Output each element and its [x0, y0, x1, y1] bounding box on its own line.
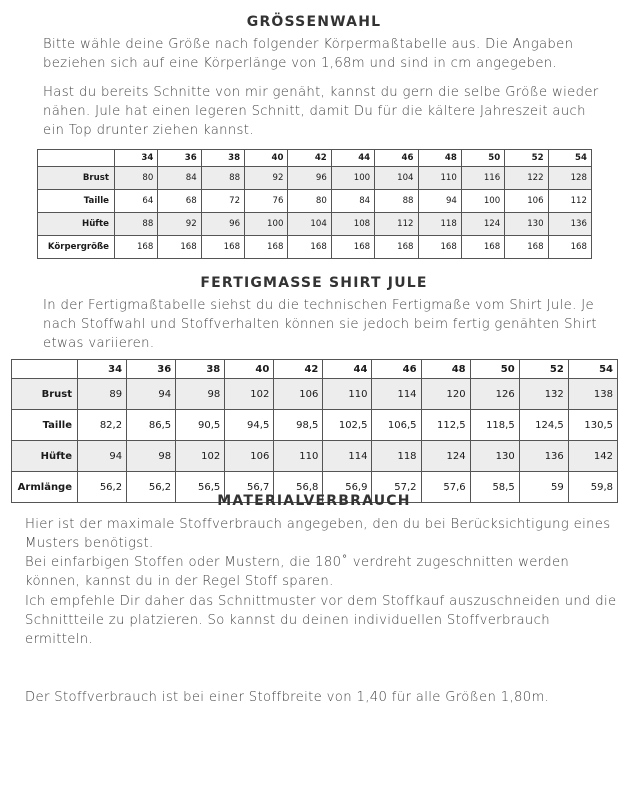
- value-cell: 57,6: [421, 472, 470, 503]
- header-corner-cell: [12, 360, 78, 379]
- value-cell: 104: [288, 213, 331, 236]
- value-cell: 98: [127, 441, 176, 472]
- finished-measurements-body: [12, 360, 618, 503]
- value-cell: 110: [323, 379, 372, 410]
- value-cell: 72: [201, 190, 244, 213]
- value-cell: 112,5: [421, 410, 470, 441]
- value-cell: 130: [470, 441, 519, 472]
- value-cell: 124: [461, 213, 504, 236]
- value-cell: 88: [115, 213, 158, 236]
- value-cell: 59,8: [568, 472, 617, 503]
- row-label-cell: Taille: [12, 410, 78, 441]
- size-header-cell: 46: [375, 150, 418, 167]
- material-paragraph-4: Der Stoffverbrauch ist bei einer Stoffbreite von 1,40 für alle Größen 1,80m.: [25, 690, 550, 705]
- size-header-cell: 48: [421, 360, 470, 379]
- value-cell: 84: [158, 167, 201, 190]
- size-header-cell: 42: [274, 360, 323, 379]
- size-header-cell: 50: [461, 150, 504, 167]
- value-cell: 56,9: [323, 472, 372, 503]
- size-header-cell: 46: [372, 360, 421, 379]
- body-measurements-body: [38, 150, 592, 259]
- value-cell: 96: [288, 167, 331, 190]
- size-header-cell: 40: [225, 360, 274, 379]
- size-header-cell: 40: [245, 150, 288, 167]
- size-header-cell: 42: [288, 150, 331, 167]
- value-cell: 120: [421, 379, 470, 410]
- value-cell: 86,5: [127, 410, 176, 441]
- table-row: [38, 167, 592, 190]
- value-cell: 102,5: [323, 410, 372, 441]
- row-label-cell: Körpergröße: [38, 236, 115, 259]
- size-header-cell: 50: [470, 360, 519, 379]
- section-heading-materialverbrauch: MATERIALVERBRAUCH: [217, 493, 411, 509]
- size-header-cell: 34: [115, 150, 158, 167]
- value-cell: 56,8: [274, 472, 323, 503]
- value-cell: 110: [274, 441, 323, 472]
- header-corner-cell: [38, 150, 115, 167]
- value-cell: 56,2: [127, 472, 176, 503]
- value-cell: 118: [372, 441, 421, 472]
- value-cell: 130,5: [568, 410, 617, 441]
- value-cell: 94: [418, 190, 461, 213]
- value-cell: 100: [331, 167, 374, 190]
- fertigmasse-paragraph: In der Fertigmaßtabelle siehst du die technischen Fertigmaße vom Shirt Jule. Je nach Stoffwahl und Stoffverhalten können sie jedoch beim fertig genähten Shirt etwas variieren.: [43, 298, 597, 352]
- value-cell: 168: [245, 236, 288, 259]
- size-header-row: [38, 150, 592, 167]
- size-header-cell: 38: [176, 360, 225, 379]
- value-cell: 118: [418, 213, 461, 236]
- value-cell: 56,2: [78, 472, 127, 503]
- size-header-cell: 52: [505, 150, 548, 167]
- size-header-cell: 38: [201, 150, 244, 167]
- row-label-cell: Hüfte: [38, 213, 115, 236]
- value-cell: 94: [78, 441, 127, 472]
- value-cell: 88: [375, 190, 418, 213]
- value-cell: 90,5: [176, 410, 225, 441]
- size-header-cell: 48: [418, 150, 461, 167]
- value-cell: 168: [375, 236, 418, 259]
- value-cell: 58,5: [470, 472, 519, 503]
- material-paragraph-2: Bei einfarbigen Stoffen oder Mustern, die 180˚ verdreht zugeschnitten werden können, kannst du in der Regel Stoff sparen.: [25, 555, 570, 590]
- size-header-cell: 36: [158, 150, 201, 167]
- value-cell: 80: [115, 167, 158, 190]
- value-cell: 84: [331, 190, 374, 213]
- value-cell: 138: [568, 379, 617, 410]
- table-row: [38, 213, 592, 236]
- finished-measurements-table: [11, 359, 618, 503]
- value-cell: 168: [418, 236, 461, 259]
- value-cell: 168: [201, 236, 244, 259]
- table-row: [38, 236, 592, 259]
- row-label-cell: Armlänge: [12, 472, 78, 503]
- value-cell: 126: [470, 379, 519, 410]
- value-cell: 168: [288, 236, 331, 259]
- value-cell: 68: [158, 190, 201, 213]
- value-cell: 128: [548, 167, 591, 190]
- material-paragraph-1: Hier ist der maximale Stoffverbrauch angegeben, den du bei Berücksichtigung eines Musters benötigst.: [25, 517, 611, 552]
- body-measurements-table: [37, 149, 592, 259]
- value-cell: 136: [519, 441, 568, 472]
- size-header-cell: 44: [323, 360, 372, 379]
- value-cell: 82,2: [78, 410, 127, 441]
- row-label-cell: Brust: [38, 167, 115, 190]
- table-row: [38, 190, 592, 213]
- value-cell: 57,2: [372, 472, 421, 503]
- section-heading-fertigmasse: FERTIGMASSE SHIRT JULE: [200, 275, 428, 291]
- value-cell: 106: [274, 379, 323, 410]
- value-cell: 92: [245, 167, 288, 190]
- value-cell: 168: [461, 236, 504, 259]
- value-cell: 168: [115, 236, 158, 259]
- value-cell: 132: [519, 379, 568, 410]
- row-label-cell: Brust: [12, 379, 78, 410]
- size-header-cell: 44: [331, 150, 374, 167]
- value-cell: 92: [158, 213, 201, 236]
- value-cell: 106,5: [372, 410, 421, 441]
- value-cell: 88: [201, 167, 244, 190]
- value-cell: 102: [176, 441, 225, 472]
- value-cell: 136: [548, 213, 591, 236]
- value-cell: 104: [375, 167, 418, 190]
- value-cell: 76: [245, 190, 288, 213]
- size-header-cell: 52: [519, 360, 568, 379]
- value-cell: 110: [418, 167, 461, 190]
- table-row: [12, 379, 618, 410]
- value-cell: 168: [158, 236, 201, 259]
- value-cell: 130: [505, 213, 548, 236]
- value-cell: 98,5: [274, 410, 323, 441]
- size-header-cell: 34: [78, 360, 127, 379]
- section-heading-groessenwahl: GRÖSSENWAHL: [246, 14, 382, 30]
- size-header-cell: 54: [548, 150, 591, 167]
- table-row: [12, 410, 618, 441]
- value-cell: 100: [461, 190, 504, 213]
- size-header-row: [12, 360, 618, 379]
- row-label-cell: Hüfte: [12, 441, 78, 472]
- material-paragraph-3: Ich empfehle Dir daher das Schnittmuster vor dem Stoffkauf auszuschneiden und die Schnittteile zu platzieren. So kannst du deinen individuellen Stoffverbrauch ermitteln.: [25, 594, 617, 648]
- value-cell: 89: [78, 379, 127, 410]
- groessenwahl-info-paragraph: Hast du bereits Schnitte von mir genäht, kannst du gern die selbe Größe wieder nähen. Jule hat einen legeren Schnitt, damit Du für die kältere Jahreszeit auch ein Top drunter ziehen kannst.: [43, 85, 599, 139]
- value-cell: 114: [372, 379, 421, 410]
- value-cell: 124: [421, 441, 470, 472]
- row-label-cell: Taille: [38, 190, 115, 213]
- value-cell: 168: [505, 236, 548, 259]
- value-cell: 94: [127, 379, 176, 410]
- value-cell: 106: [505, 190, 548, 213]
- value-cell: 122: [505, 167, 548, 190]
- table-row: [12, 441, 618, 472]
- size-header-cell: 54: [568, 360, 617, 379]
- value-cell: 124,5: [519, 410, 568, 441]
- groessenwahl-intro-paragraph: Bitte wähle deine Größe nach folgender Körpermaßtabelle aus. Die Angaben beziehen sich auf eine Körperlänge von 1,68m und sind in cm angegeben.: [43, 37, 574, 72]
- value-cell: 112: [548, 190, 591, 213]
- value-cell: 116: [461, 167, 504, 190]
- size-header-cell: 36: [127, 360, 176, 379]
- value-cell: 108: [331, 213, 374, 236]
- value-cell: 118,5: [470, 410, 519, 441]
- value-cell: 168: [331, 236, 374, 259]
- value-cell: 94,5: [225, 410, 274, 441]
- value-cell: 98: [176, 379, 225, 410]
- value-cell: 114: [323, 441, 372, 472]
- value-cell: 96: [201, 213, 244, 236]
- value-cell: 64: [115, 190, 158, 213]
- value-cell: 168: [548, 236, 591, 259]
- value-cell: 100: [245, 213, 288, 236]
- value-cell: 112: [375, 213, 418, 236]
- value-cell: 142: [568, 441, 617, 472]
- value-cell: 56,7: [225, 472, 274, 503]
- value-cell: 80: [288, 190, 331, 213]
- value-cell: 102: [225, 379, 274, 410]
- value-cell: 59: [519, 472, 568, 503]
- value-cell: 106: [225, 441, 274, 472]
- value-cell: 56,5: [176, 472, 225, 503]
